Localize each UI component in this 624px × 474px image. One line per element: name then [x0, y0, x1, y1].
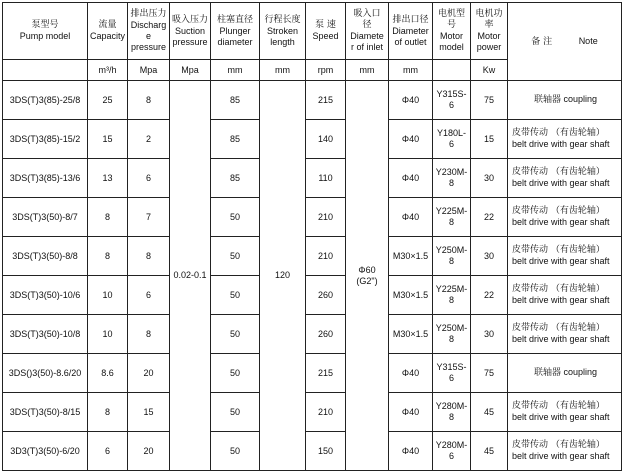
cell-speed: 210: [306, 393, 346, 432]
table-row: [3, 315, 622, 354]
cell-note: [508, 432, 622, 471]
cell-plunger: 85: [211, 159, 260, 198]
cell-outlet: M30×1.5: [389, 237, 433, 276]
cell-capacity: 8: [88, 237, 128, 276]
note-coupling-en: coupling: [563, 367, 598, 377]
cell-plunger: 50: [211, 393, 260, 432]
cell-discharge: 8: [128, 237, 170, 276]
unit-speed: rpm: [306, 60, 346, 81]
cell-speed: 215: [306, 81, 346, 120]
cell-note: [508, 315, 622, 354]
cell-speed: 140: [306, 120, 346, 159]
cell-discharge: 6: [128, 276, 170, 315]
note-belt-en: belt drive with gear shaft: [512, 451, 610, 461]
header-outlet-diameter: 排出口径 Diameter of outlet: [389, 3, 433, 60]
inlet-size: Φ60: [358, 264, 376, 275]
table-row: [3, 432, 622, 471]
cell-note: [508, 237, 622, 276]
cell-note: [508, 81, 622, 120]
cell-motor-power: 15: [471, 120, 508, 159]
cell-outlet: Φ40: [389, 120, 433, 159]
header-suction-pressure: 吸入压力 Suction pressure: [170, 3, 211, 60]
cell-speed: 110: [306, 159, 346, 198]
cell-outlet: M30×1.5: [389, 315, 433, 354]
cell-outlet: Φ40: [389, 432, 433, 471]
note-coupling-cn: 联轴器: [533, 368, 561, 378]
note-belt-cn: 皮带传动 （有齿轮轴）: [512, 284, 605, 294]
cell-speed: 210: [306, 198, 346, 237]
cell-note: [508, 159, 622, 198]
table-row: [3, 237, 622, 276]
cell-speed: 150: [306, 432, 346, 471]
cell-discharge: 8: [128, 81, 170, 120]
cell-capacity: 8: [88, 393, 128, 432]
cell-motor-model: Y225M-8: [433, 198, 471, 237]
table-body: [3, 81, 622, 471]
cell-motor-model: Y315S-6: [433, 354, 471, 393]
cell-motor-power: 45: [471, 393, 508, 432]
unit-inlet: mm: [346, 60, 389, 81]
cell-plunger: 50: [211, 315, 260, 354]
cell-motor-model: Y250M-8: [433, 315, 471, 354]
cell-note: [508, 393, 622, 432]
header-row: [3, 3, 622, 60]
cell-discharge: 20: [128, 354, 170, 393]
cell-outlet: M30×1.5: [389, 276, 433, 315]
cell-pump-model: 3DS(T)3(50)-10/6: [3, 276, 88, 315]
cell-note: [508, 120, 622, 159]
cell-motor-power: 30: [471, 315, 508, 354]
unit-stroke: mm: [260, 60, 306, 81]
cell-pump-model: 3DS(T)3(50)-8/15: [3, 393, 88, 432]
header-capacity: 流量 Capacity: [88, 3, 128, 60]
header-discharge-pressure: 排出压力 Discharg e pressure: [128, 3, 170, 60]
cell-capacity: 15: [88, 120, 128, 159]
cell-plunger: 50: [211, 198, 260, 237]
header-note: 备 注 Note: [508, 3, 622, 81]
note-belt-cn: 皮带传动 （有齿轮轴）: [512, 128, 605, 138]
note-belt-en: belt drive with gear shaft: [512, 256, 610, 266]
cell-motor-model: Y225M-8: [433, 276, 471, 315]
header-stroke-length: 行程长度 Stroken length: [260, 3, 306, 60]
cell-discharge: 7: [128, 198, 170, 237]
cell-outlet: Φ40: [389, 198, 433, 237]
cell-motor-model: Y280M-8: [433, 393, 471, 432]
cell-plunger: 50: [211, 237, 260, 276]
cell-motor-model: Y230M-8: [433, 159, 471, 198]
cell-speed: 260: [306, 276, 346, 315]
note-belt-en: belt drive with gear shaft: [512, 217, 610, 227]
note-belt-en: belt drive with gear shaft: [512, 412, 610, 422]
cell-plunger: 85: [211, 81, 260, 120]
unit-discharge: Mpa: [128, 60, 170, 81]
note-belt-en: belt drive with gear shaft: [512, 139, 610, 149]
cell-pump-model: 3DS(T)3(50)-10/8: [3, 315, 88, 354]
table-row: [3, 393, 622, 432]
cell-motor-power: 75: [471, 81, 508, 120]
cell-discharge: 8: [128, 315, 170, 354]
cell-motor-power: 22: [471, 276, 508, 315]
table-row: [3, 120, 622, 159]
cell-motor-power: 30: [471, 237, 508, 276]
cell-discharge: 15: [128, 393, 170, 432]
table-row: [3, 81, 622, 120]
cell-capacity: 10: [88, 315, 128, 354]
cell-speed: 260: [306, 315, 346, 354]
note-belt-en: belt drive with gear shaft: [512, 334, 610, 344]
unit-model-blank: [3, 60, 88, 81]
cell-capacity: 10: [88, 276, 128, 315]
cell-suction-shared: 0.02-0.1: [170, 81, 211, 471]
cell-motor-model: Y280M-6: [433, 432, 471, 471]
cell-plunger: 50: [211, 432, 260, 471]
unit-plunger: mm: [211, 60, 260, 81]
cell-capacity: 25: [88, 81, 128, 120]
unit-capacity: m³/h: [88, 60, 128, 81]
cell-note: [508, 198, 622, 237]
unit-outlet: mm: [389, 60, 433, 81]
note-belt-cn: 皮带传动 （有齿轮轴）: [512, 206, 605, 216]
table-row: [3, 159, 622, 198]
header-motor-power: 电机功率 Motor power: [471, 3, 508, 60]
note-belt-cn: 皮带传动 （有齿轮轴）: [512, 440, 605, 450]
cell-pump-model: 3DS()3(50)-8.6/20: [3, 354, 88, 393]
cell-note: [508, 276, 622, 315]
table-row: [3, 276, 622, 315]
cell-discharge: 6: [128, 159, 170, 198]
cell-outlet: Φ40: [389, 159, 433, 198]
cell-plunger: 50: [211, 276, 260, 315]
cell-motor-model: Y180L-6: [433, 120, 471, 159]
cell-motor-power: 75: [471, 354, 508, 393]
cell-motor-model: Y315S-6: [433, 81, 471, 120]
cell-outlet: Φ40: [389, 354, 433, 393]
cell-speed: 210: [306, 237, 346, 276]
note-belt-cn: 皮带传动 （有齿轮轴）: [512, 167, 605, 177]
cell-inlet-shared: [346, 81, 389, 471]
table-row: [3, 354, 622, 393]
cell-outlet: Φ40: [389, 81, 433, 120]
cell-speed: 215: [306, 354, 346, 393]
unit-motor-model-blank: [433, 60, 471, 81]
header-speed: 泵 速 Speed: [306, 3, 346, 60]
cell-plunger: 50: [211, 354, 260, 393]
cell-capacity: 6: [88, 432, 128, 471]
cell-discharge: 2: [128, 120, 170, 159]
note-coupling-en: coupling: [563, 94, 598, 104]
cell-pump-model: 3DS(T)3(85)-25/8: [3, 81, 88, 120]
cell-motor-power: 30: [471, 159, 508, 198]
cell-pump-model: 3DS(T)3(85)-15/2: [3, 120, 88, 159]
cell-note: [508, 354, 622, 393]
table-row: [3, 198, 622, 237]
cell-plunger: 85: [211, 120, 260, 159]
cell-pump-model: 3D3(T)3(50)-6/20: [3, 432, 88, 471]
header-plunger-diameter: 柱塞直径 Plunger diameter: [211, 3, 260, 60]
inlet-thread: (G2"): [356, 275, 378, 286]
note-belt-cn: 皮带传动 （有齿轮轴）: [512, 401, 605, 411]
cell-capacity: 8.6: [88, 354, 128, 393]
note-coupling-cn: 联轴器: [533, 95, 561, 105]
cell-capacity: 8: [88, 198, 128, 237]
pump-spec-table: [2, 2, 622, 471]
header-pump-model: 泵型号 Pump model: [3, 3, 88, 60]
header-motor-model: 电机型 号 Motor model: [433, 3, 471, 60]
cell-motor-power: 45: [471, 432, 508, 471]
cell-motor-model: Y250M-8: [433, 237, 471, 276]
unit-suction: Mpa: [170, 60, 211, 81]
note-belt-en: belt drive with gear shaft: [512, 295, 610, 305]
cell-discharge: 20: [128, 432, 170, 471]
cell-pump-model: 3DS(T)3(50)-8/8: [3, 237, 88, 276]
note-belt-cn: 皮带传动 （有齿轮轴）: [512, 323, 605, 333]
cell-pump-model: 3DS(T)3(50)-8/7: [3, 198, 88, 237]
header-inlet-diameter: 吸入口 径 Diamete r of inlet: [346, 3, 389, 60]
cell-pump-model: 3DS(T)3(85)-13/6: [3, 159, 88, 198]
note-belt-cn: 皮带传动 （有齿轮轴）: [512, 245, 605, 255]
unit-motor-power: Kw: [471, 60, 508, 81]
cell-outlet: Φ40: [389, 393, 433, 432]
cell-motor-power: 22: [471, 198, 508, 237]
cell-capacity: 13: [88, 159, 128, 198]
cell-stroke-shared: 120: [260, 81, 306, 471]
note-belt-en: belt drive with gear shaft: [512, 178, 610, 188]
